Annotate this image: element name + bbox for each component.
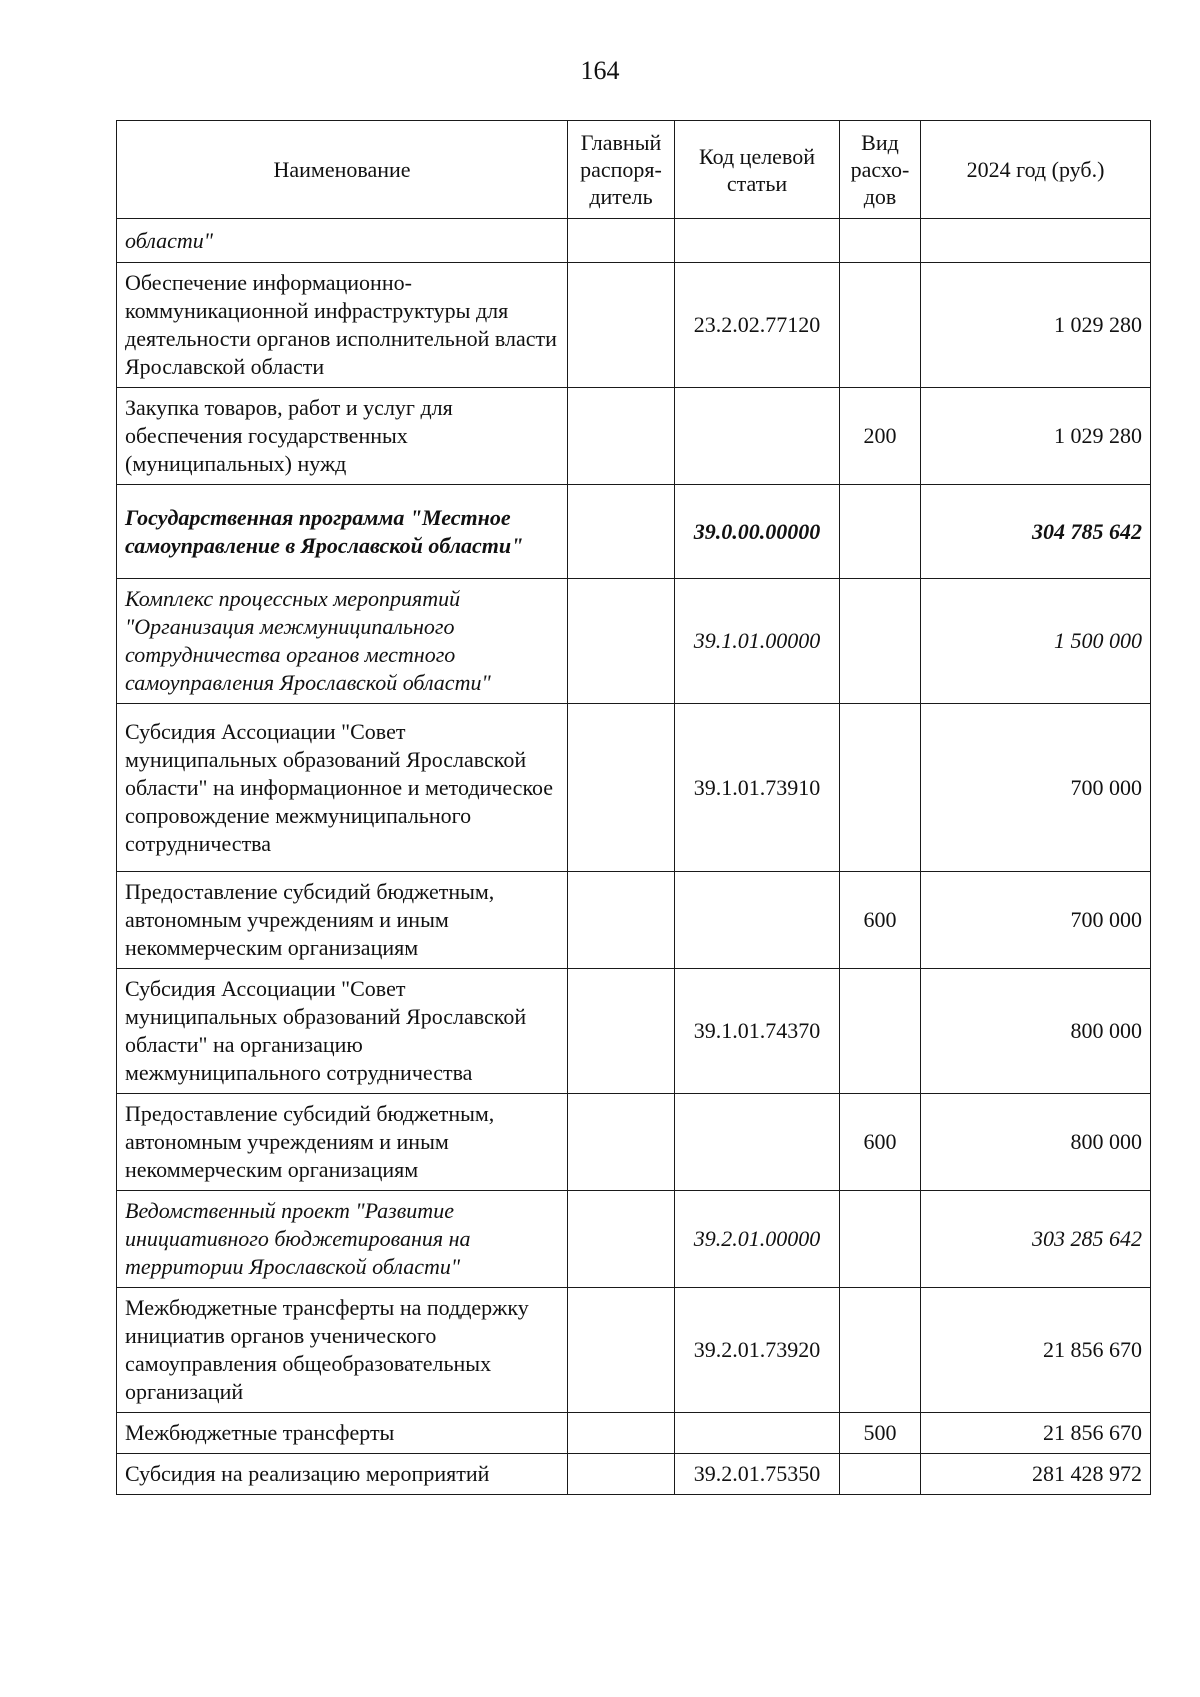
row-amount-cell: 304 785 642 bbox=[921, 485, 1151, 579]
table-header-row bbox=[117, 121, 1151, 219]
header-type: Вид расхо-дов bbox=[840, 121, 921, 219]
row-amount-cell: 1 029 280 bbox=[921, 263, 1151, 388]
row-amount-cell: 21 856 670 bbox=[921, 1288, 1151, 1413]
row-name-cell: Предоставление субсидий бюджетным, автономным учреждениям и иным некоммерческим организациям bbox=[117, 872, 568, 969]
row-name-cell: Субсидия Ассоциации "Совет муниципальных образований Ярославской области" на информационное и методическое сопровождение межмуниципального сотрудничества bbox=[117, 704, 568, 872]
row-code-cell: 39.1.01.73910 bbox=[675, 704, 840, 872]
header-name: Наименование bbox=[117, 121, 568, 219]
table-row bbox=[117, 1288, 1151, 1413]
row-type-cell: 500 bbox=[840, 1413, 921, 1454]
row-admin-cell bbox=[568, 263, 675, 388]
row-amount-cell: 800 000 bbox=[921, 969, 1151, 1094]
row-code-cell: 39.2.01.73920 bbox=[675, 1288, 840, 1413]
row-name-cell: Межбюджетные трансферты bbox=[117, 1413, 568, 1454]
row-code-cell: 39.1.01.74370 bbox=[675, 969, 840, 1094]
row-admin-cell bbox=[568, 704, 675, 872]
header-admin: Главный распоря-дитель bbox=[568, 121, 675, 219]
row-admin-cell bbox=[568, 1413, 675, 1454]
table-row bbox=[117, 872, 1151, 969]
table-row bbox=[117, 704, 1151, 872]
table-row bbox=[117, 1191, 1151, 1288]
row-code-cell bbox=[675, 1094, 840, 1191]
row-admin-cell bbox=[568, 579, 675, 704]
row-type-cell bbox=[840, 219, 921, 263]
table-row bbox=[117, 1454, 1151, 1495]
table-row bbox=[117, 969, 1151, 1094]
table-row bbox=[117, 1413, 1151, 1454]
table-row bbox=[117, 263, 1151, 388]
row-amount-cell bbox=[921, 219, 1151, 263]
row-amount-cell: 1 029 280 bbox=[921, 388, 1151, 485]
row-code-cell bbox=[675, 1413, 840, 1454]
row-admin-cell bbox=[568, 1454, 675, 1495]
row-name-cell: Межбюджетные трансферты на поддержку инициатив органов ученического самоуправления общеобразовательных организаций bbox=[117, 1288, 568, 1413]
row-type-cell bbox=[840, 1454, 921, 1495]
row-amount-cell: 1 500 000 bbox=[921, 579, 1151, 704]
table-row bbox=[117, 579, 1151, 704]
row-code-cell bbox=[675, 219, 840, 263]
row-name-cell: Ведомственный проект "Развитие инициативного бюджетирования на территории Ярославской области" bbox=[117, 1191, 568, 1288]
row-code-cell: 39.0.00.00000 bbox=[675, 485, 840, 579]
row-name-cell: Государственная программа "Местное самоуправление в Ярославской области" bbox=[117, 485, 568, 579]
row-type-cell bbox=[840, 1191, 921, 1288]
row-amount-cell: 700 000 bbox=[921, 704, 1151, 872]
row-admin-cell bbox=[568, 219, 675, 263]
row-admin-cell bbox=[568, 969, 675, 1094]
row-code-cell: 39.2.01.00000 bbox=[675, 1191, 840, 1288]
row-type-cell bbox=[840, 969, 921, 1094]
row-type-cell bbox=[840, 1288, 921, 1413]
row-name-cell: Субсидия на реализацию мероприятий bbox=[117, 1454, 568, 1495]
row-amount-cell: 21 856 670 bbox=[921, 1413, 1151, 1454]
table-body bbox=[117, 219, 1151, 1495]
row-admin-cell bbox=[568, 872, 675, 969]
header-amount: 2024 год (руб.) bbox=[921, 121, 1151, 219]
row-name-cell: области" bbox=[117, 219, 568, 263]
row-type-cell: 200 bbox=[840, 388, 921, 485]
row-code-cell: 39.1.01.00000 bbox=[675, 579, 840, 704]
row-name-cell: Комплекс процессных мероприятий "Организация межмуниципального сотрудничества органов местного самоуправления Ярославской области" bbox=[117, 579, 568, 704]
table-row bbox=[117, 388, 1151, 485]
row-type-cell bbox=[840, 579, 921, 704]
row-admin-cell bbox=[568, 1191, 675, 1288]
row-type-cell bbox=[840, 704, 921, 872]
row-amount-cell: 800 000 bbox=[921, 1094, 1151, 1191]
row-name-cell: Обеспечение информационно-коммуникационной инфраструктуры для деятельности органов исполнительной власти Ярославской области bbox=[117, 263, 568, 388]
row-amount-cell: 281 428 972 bbox=[921, 1454, 1151, 1495]
row-type-cell: 600 bbox=[840, 872, 921, 969]
page-number: 164 bbox=[580, 56, 620, 85]
row-code-cell: 23.2.02.77120 bbox=[675, 263, 840, 388]
row-type-cell bbox=[840, 485, 921, 579]
row-name-cell: Предоставление субсидий бюджетным, автономным учреждениям и иным некоммерческим организациям bbox=[117, 1094, 568, 1191]
row-admin-cell bbox=[568, 388, 675, 485]
row-admin-cell bbox=[568, 1094, 675, 1191]
row-code-cell bbox=[675, 872, 840, 969]
row-name-cell: Субсидия Ассоциации "Совет муниципальных образований Ярославской области" на организацию межмуниципального сотрудничества bbox=[117, 969, 568, 1094]
row-amount-cell: 700 000 bbox=[921, 872, 1151, 969]
row-amount-cell: 303 285 642 bbox=[921, 1191, 1151, 1288]
row-type-cell bbox=[840, 263, 921, 388]
row-name-cell: Закупка товаров, работ и услуг для обеспечения государственных (муниципальных) нужд bbox=[117, 388, 568, 485]
table-row bbox=[117, 485, 1151, 579]
table-row bbox=[117, 1094, 1151, 1191]
budget-table bbox=[116, 120, 1151, 1495]
header-code: Код целевой статьи bbox=[675, 121, 840, 219]
table-row bbox=[117, 219, 1151, 263]
row-admin-cell bbox=[568, 1288, 675, 1413]
row-admin-cell bbox=[568, 485, 675, 579]
row-code-cell bbox=[675, 388, 840, 485]
row-type-cell: 600 bbox=[840, 1094, 921, 1191]
row-code-cell: 39.2.01.75350 bbox=[675, 1454, 840, 1495]
